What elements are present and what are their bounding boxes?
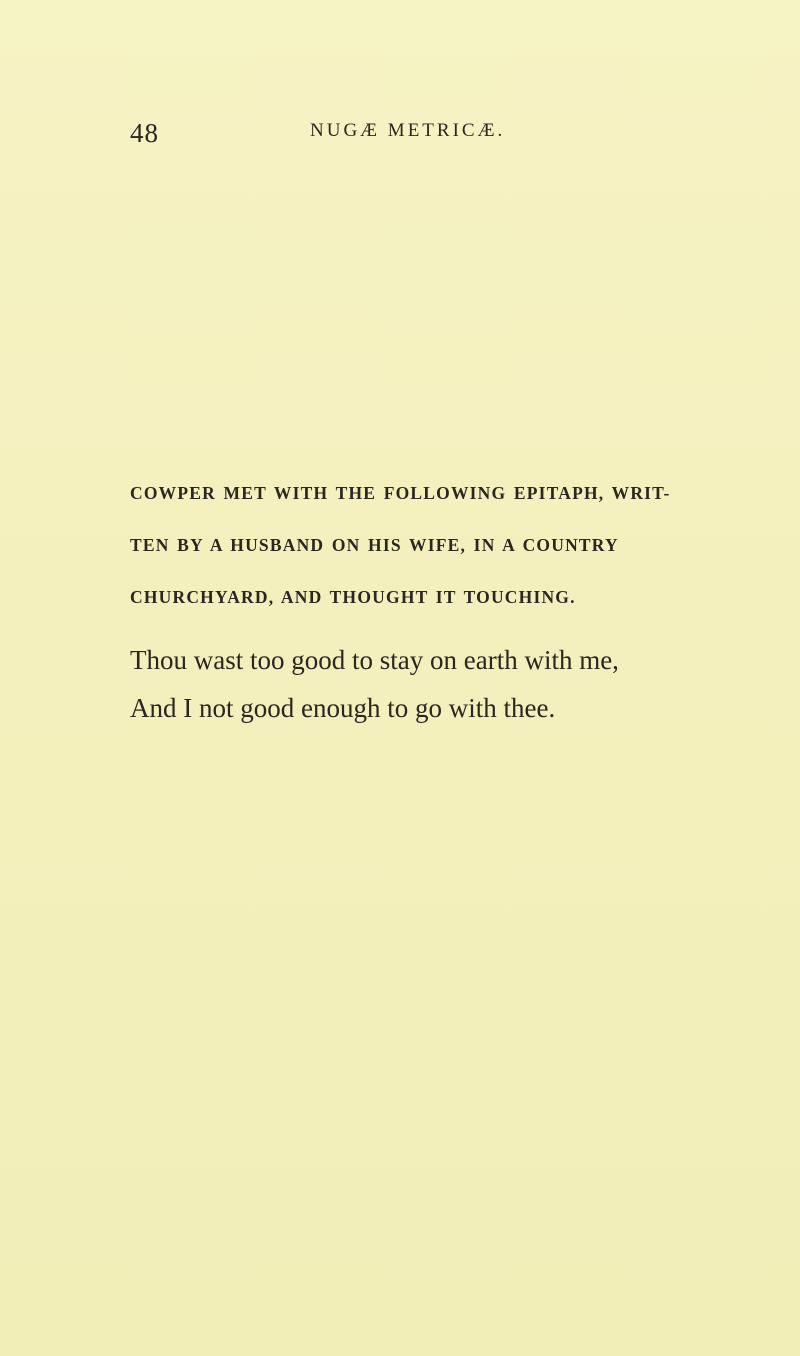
heading-line: CHURCHYARD, AND THOUGHT IT TOUCHING.	[130, 587, 576, 607]
heading-line: COWPER MET WITH THE FOLLOWING EPITAPH, WRIT-	[130, 483, 671, 503]
running-head	[130, 118, 670, 152]
epitaph-verse	[130, 645, 710, 741]
page-number: 48	[130, 118, 159, 148]
verse-line: And I not good enough to go with thee.	[130, 693, 556, 723]
verse-line: Thou wast too good to stay on earth with me,	[130, 645, 619, 675]
heading-line: TEN BY A HUSBAND ON HIS WIFE, IN A COUNTRY	[130, 535, 619, 555]
epitaph-heading	[130, 483, 710, 639]
running-title: NUGÆ METRICÆ.	[310, 120, 506, 141]
